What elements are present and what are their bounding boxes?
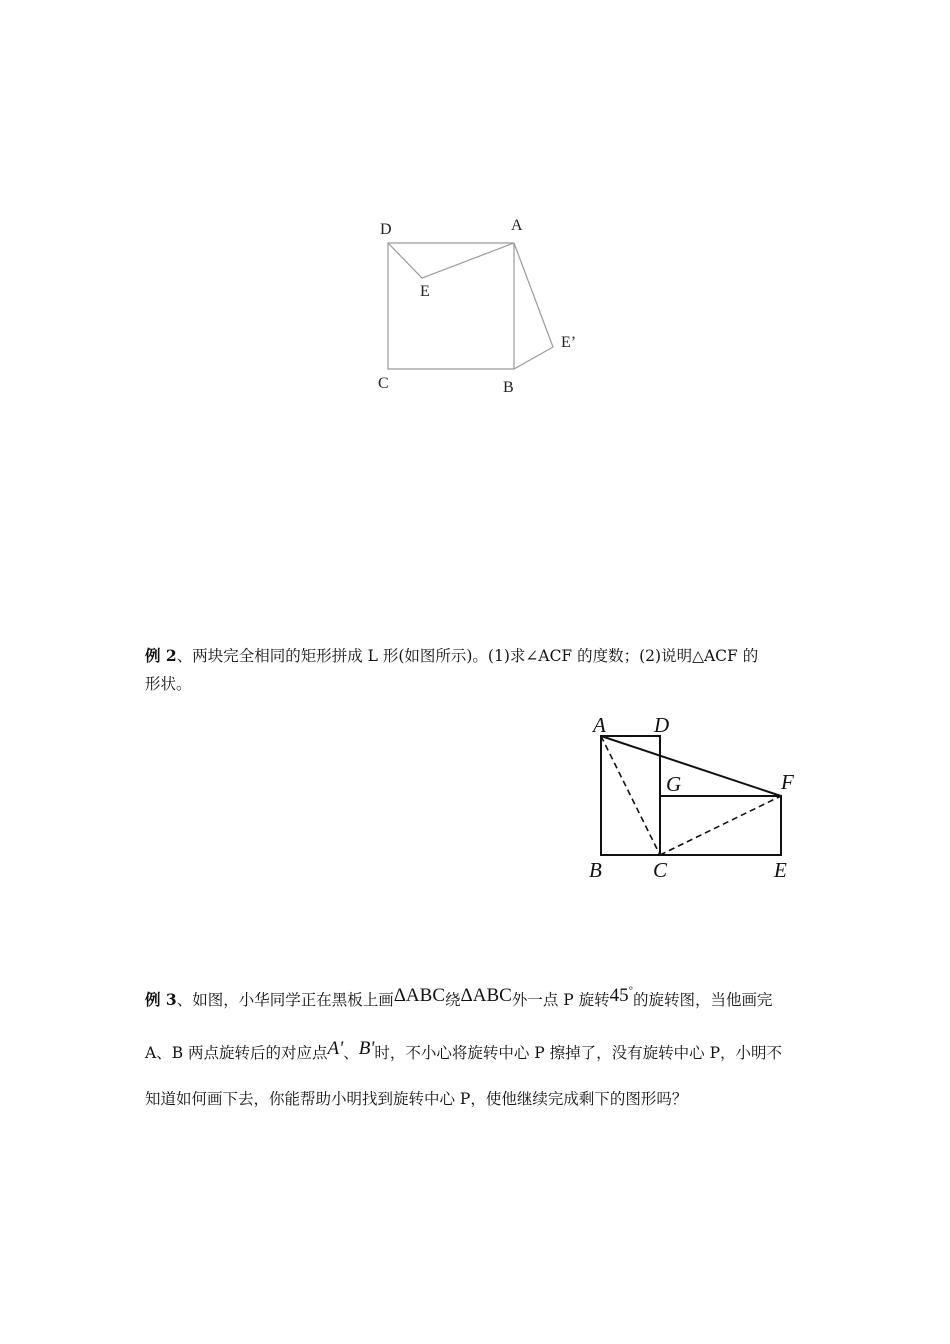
example3-text-1d: 的旋转图，当他画完: [633, 991, 773, 1009]
example2-line1: [145, 644, 758, 666]
example3-text-1a: 、如图，小华同学正在黑板上画: [176, 991, 394, 1009]
label-G2: G: [666, 772, 682, 796]
example2-text-1: 、两块完全相同的矩形拼成 L 形(如图所示)。(1)求∠ACF 的度数；(2)说明△ACF 的: [176, 647, 759, 665]
label-C: C: [378, 375, 389, 392]
dashed-AC: [601, 736, 660, 855]
label-C2: C: [653, 858, 668, 882]
label-B2: B: [589, 858, 602, 882]
example3-sep: 、: [343, 1044, 359, 1062]
example2-text-2: 形状。: [145, 675, 192, 693]
example2-line2: [145, 672, 192, 694]
segment-AF: [601, 736, 781, 796]
a-prime: A': [327, 1038, 344, 1059]
label-F2: F: [781, 770, 794, 794]
example2-label: 例 2: [145, 646, 177, 665]
figure2-diagram: [585, 720, 795, 870]
label-E2: E: [774, 858, 787, 882]
example3-text-2a: A、B 两点旋转后的对应点: [145, 1044, 328, 1062]
example3-text-3: 知道如何画下去，你能帮助小明找到旋转中心 P，使他继续完成剩下的图形吗？: [145, 1090, 688, 1108]
label-A: A: [511, 217, 523, 234]
b-prime: B': [358, 1038, 375, 1059]
dashed-CF: [660, 796, 781, 855]
label-A2: A: [593, 713, 606, 737]
example3-text-1c: 外一点 P 旋转: [511, 991, 610, 1009]
example3-line3: [145, 1087, 687, 1109]
segment-AE'B: [514, 243, 553, 369]
example3-text-2b: 时，不小心将旋转中心 P 擦掉了，没有旋转中心 P，小明不: [374, 1044, 783, 1062]
segment-DEA: [388, 243, 514, 278]
label-D2: D: [654, 713, 670, 737]
example3-line1: [145, 984, 773, 1011]
label-E-prime: E’: [561, 334, 577, 351]
triangle-abc-1: ΔABC: [393, 985, 445, 1006]
figure1-diagram: [370, 215, 590, 400]
label-E: E: [420, 283, 430, 300]
example3-text-1b: 绕: [445, 991, 461, 1009]
angle-value: 45°: [609, 984, 634, 1006]
triangle-abc-2: ΔABC: [460, 985, 512, 1006]
label-B: B: [503, 379, 514, 396]
label-D: D: [380, 221, 392, 238]
example3-label: 例 3: [145, 990, 177, 1009]
example3-line2: [145, 1038, 783, 1064]
